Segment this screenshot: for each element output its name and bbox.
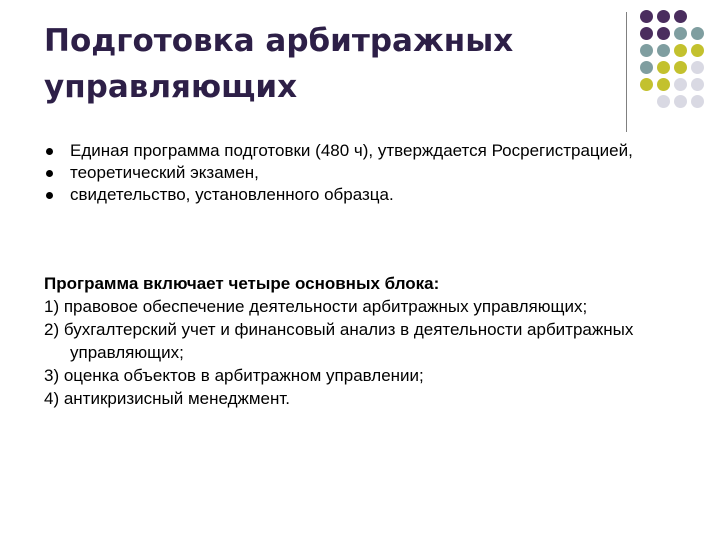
decorative-dot: [674, 78, 687, 91]
decorative-dot: [674, 27, 687, 40]
decorative-dot: [674, 10, 687, 23]
decorative-dot: [640, 61, 653, 74]
decorative-dot: [657, 27, 670, 40]
bullet-dot-icon: [46, 170, 53, 177]
bullet-list: [44, 140, 644, 206]
decorative-dot: [640, 27, 653, 40]
bullet-item-exam: [44, 162, 644, 184]
decorative-dot: [691, 95, 704, 108]
program-heading: Программа включает четыре основных блока:: [44, 274, 440, 293]
decorative-dot: [691, 61, 704, 74]
decorative-dot: [674, 61, 687, 74]
decorative-dot: [657, 44, 670, 57]
decorative-dot: [657, 78, 670, 91]
decorative-dot: [691, 44, 704, 57]
decorative-dot: [691, 27, 704, 40]
decorative-dot: [657, 95, 670, 108]
bullet-text: Единая программа подготовки (480 ч), утверждается Росрегистрацией,: [70, 141, 633, 160]
decorative-dot: [640, 44, 653, 57]
decorative-dot: [657, 10, 670, 23]
program-block: [44, 272, 664, 410]
decorative-dot: [691, 78, 704, 91]
program-item-4: 4) антикризисный менеджмент.: [44, 389, 291, 408]
decorative-dot: [657, 61, 670, 74]
decorative-dot: [640, 10, 653, 23]
bullet-item-certificate: [44, 184, 644, 206]
decorative-dot: [674, 95, 687, 108]
slide-title: Подготовка арбитражных управляющих: [44, 23, 514, 105]
program-item-2: 2) бухгалтерский учет и финансовый анализ в деятельности арбитражных управляющих;: [44, 320, 634, 362]
bullet-text: свидетельство, установленного образца.: [70, 185, 394, 204]
program-item-3: 3) оценка объектов в арбитражном управлении;: [44, 366, 424, 385]
decorative-dot-grid: [640, 10, 720, 120]
bullet-item-program: [44, 140, 644, 162]
vertical-divider: [626, 12, 627, 132]
program-item-1: 1) правовое обеспечение деятельности арбитражных управляющих;: [44, 297, 588, 316]
bullet-dot-icon: [46, 148, 53, 155]
bullet-dot-icon: [46, 192, 53, 199]
bullet-text: теоретический экзамен,: [70, 163, 259, 182]
decorative-dot: [640, 78, 653, 91]
decorative-dot: [674, 44, 687, 57]
